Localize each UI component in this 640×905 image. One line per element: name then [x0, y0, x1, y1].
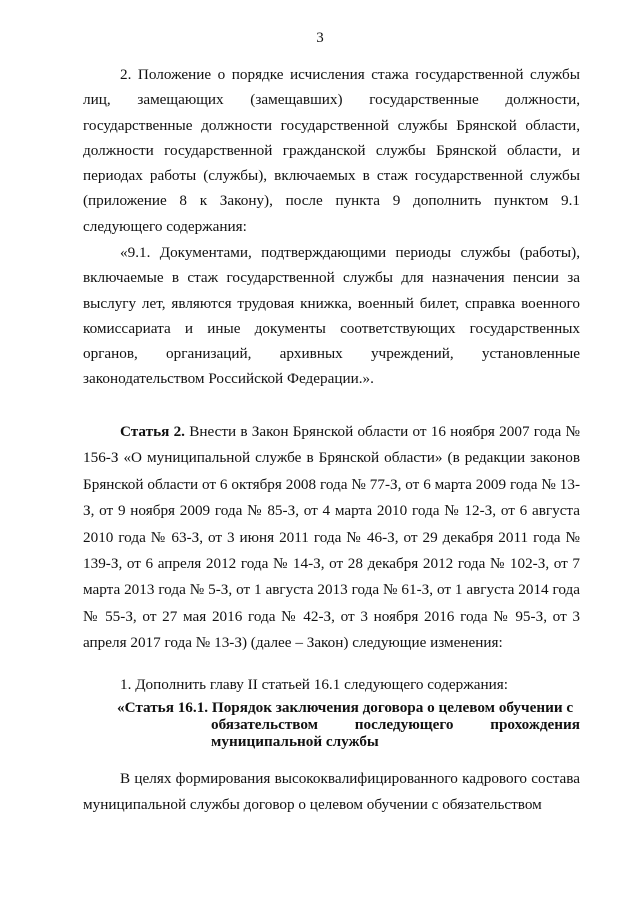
article-16-1-heading [117, 699, 580, 750]
paragraph-article-2 [83, 419, 580, 657]
article-16-1-heading-line1: «Статья 16.1. Порядок заключения договора о целевом обучении с [117, 699, 574, 716]
article-2-text: Внести в Закон Брянской области от 16 ноября 2007 года № 156-З «О муниципальной службе в Брянской области» (в редакции законов Брянской области от 6 октября 2008 года № 77-З, от 6 марта 2009 года № 13-З, от 9 ноября 2009 года № 85-З, от 4 марта 2010 года № 12-З, от 6 августа 2010 года № 63-З, от 3 июня 2011 года № 46-З, от 29 декабря 2011 года № 139-З, от 6 апреля 2012 года № 14-З, от 28 декабря 2012 года № 102-З, от 7 марта 2013 года № 5-З, от 1 августа 2013 года № 61-З, от 1 августа 2014 года № 55-З, от 27 мая 2016 года № 42-З, от 3 ноября 2016 года № 95-З, от 3 апреля 2017 года № 13-З) (далее – Закон) следующие изменения: [83, 423, 580, 652]
paragraph-article-16-1-body: В целях формирования высококвалифицированного кадрового состава муниципальной службы договор о целевом обучении с обязательством [83, 770, 580, 814]
article-2-label: Статья 2. [120, 423, 185, 440]
paragraph-item-9-1: «9.1. Документами, подтверждающими периоды службы (работы), включаемые в стаж государственной службы для назначения пенсии за выслугу лет, являются трудовая книжка, военный билет, справка военного комиссариата и иные документы соответствующих государственных органов, организаций, архивных учреждений, установленные законодательством Российской Федерации.». [83, 244, 580, 388]
article-16-1-heading-rest: обязательством последующего прохождения муниципальной службы [211, 716, 580, 750]
paragraph-item-2: 2. Положение о порядке исчисления стажа государственной службы лиц, замещающих (замещавших) государственные должности, государственные должности государственной службы Брянской области, должности государственной гражданской службы Брянской области, и периодах работы (службы), включаемых в стаж государственной службы (приложение 8 к Закону), после пункта 9 дополнить пунктом 9.1 следующего содержания: [83, 66, 580, 235]
page-number: 3 [316, 30, 324, 46]
paragraph-item-1: 1. Дополнить главу II статьей 16.1 следующего содержания: [120, 676, 508, 693]
